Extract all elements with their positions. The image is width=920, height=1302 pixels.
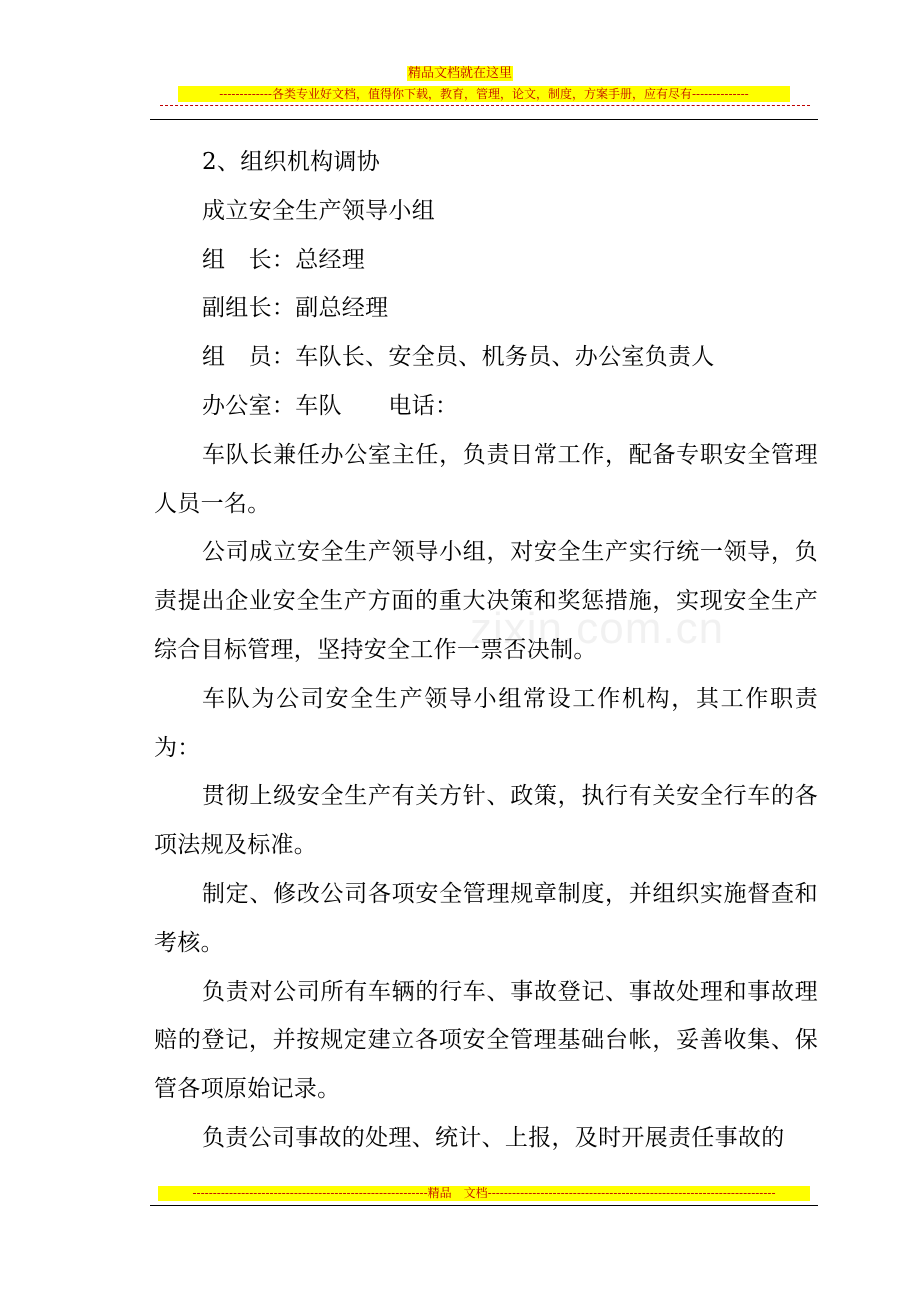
paragraph: 车队长兼任办公室主任，负责日常工作，配备专职安全管理人员一名。: [154, 441, 818, 517]
paragraph: 组 长：总经理: [202, 246, 366, 273]
document-body: [154, 138, 818, 1163]
header-divider: [150, 119, 818, 120]
paragraph: 办公室：车队 电话：: [202, 392, 459, 419]
paragraph: 副组长：副总经理: [202, 295, 389, 322]
paragraph: 车队为公司安全生产领导小组常设工作机构，其工作职责为：: [154, 685, 818, 761]
section-heading: 2、组织机构调协: [202, 149, 381, 175]
paragraph: 组 员：车队长、安全员、机务员、办公室负责人: [202, 344, 715, 371]
footer-divider: [150, 1205, 818, 1206]
header-dashed-divider: [160, 105, 810, 106]
header-subtitle: -------------各类专业好文档，值得你下载，教育，管理，论文，制度，方案手册，应有尽有--------------: [178, 86, 790, 102]
watermark: zixin.com.cn: [470, 604, 725, 653]
paragraph: 负责对公司所有车辆的行车、事故登记、事故处理和事故理赔的登记，并按规定建立各项安全管理基础台帐，妥善收集、保管各项原始记录。: [154, 978, 818, 1103]
header-title-text: 精品文档就在这里: [407, 66, 512, 81]
header-title: [0, 66, 920, 82]
paragraph: 公司成立安全生产领导小组，对安全生产实行统一领导，负责提出企业安全生产方面的重大决策和奖惩措施，实现安全生产综合目标管理，坚持安全工作一票否决制。: [154, 539, 818, 663]
paragraph: 负责公司事故的处理、统计、上报，及时开展责任事故的: [202, 1124, 785, 1151]
footer-text: ----------------------------------------------------------精品 文档-----------------------------------------------------------------------: [158, 1186, 810, 1201]
paragraph: 贯彻上级安全生产有关方针、政策，执行有关安全行车的各项法规及标准。: [154, 783, 818, 859]
paragraph: 成立安全生产领导小组: [202, 197, 435, 224]
paragraph: 制定、修改公司各项安全管理规章制度，并组织实施督查和考核。: [154, 880, 818, 956]
